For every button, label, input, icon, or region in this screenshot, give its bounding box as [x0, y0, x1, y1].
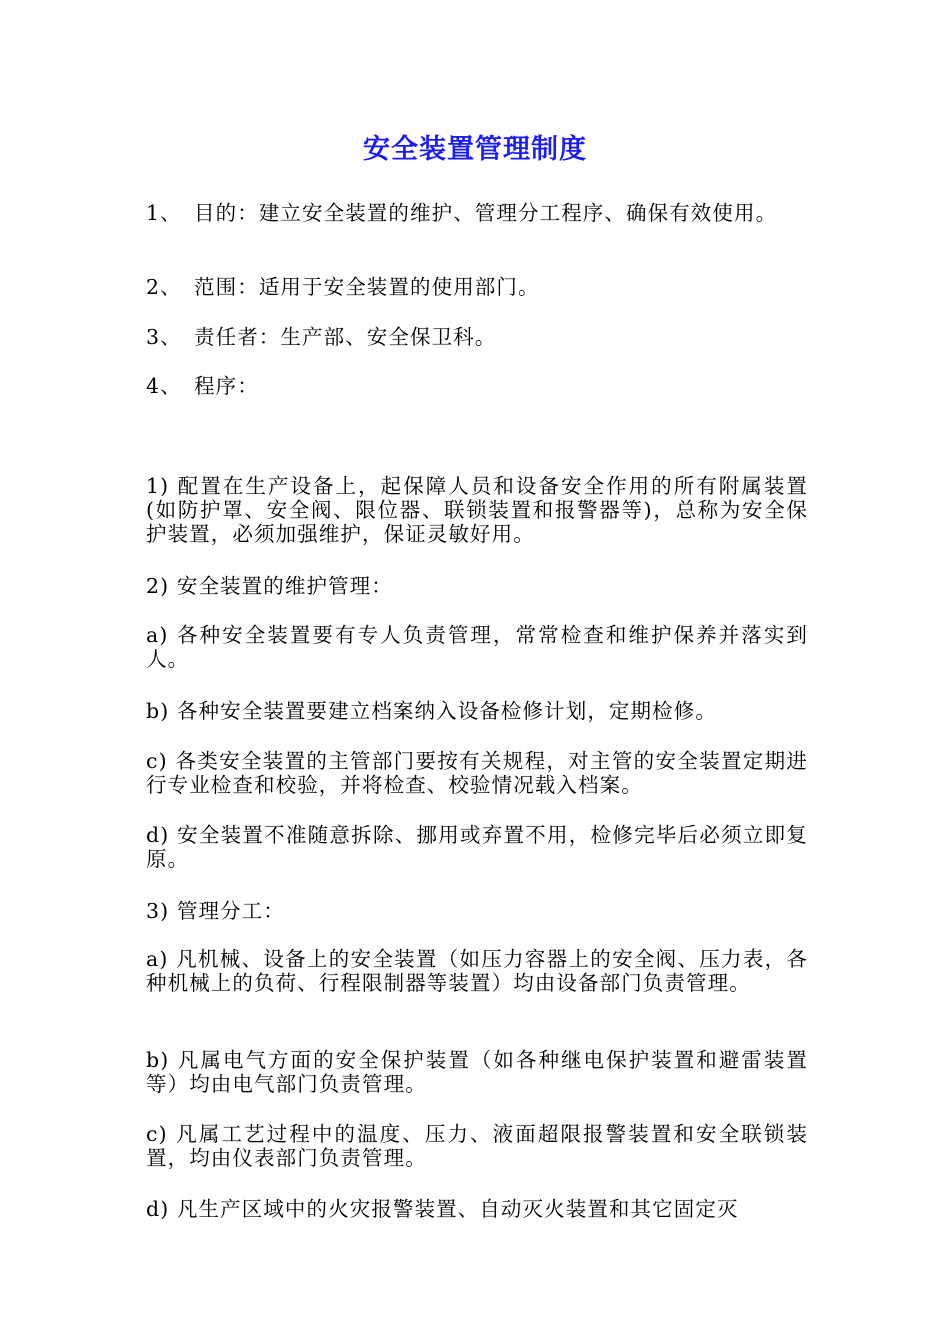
- section-procedure: [146, 374, 808, 398]
- section-number: 3、: [146, 325, 182, 349]
- section-purpose: [146, 201, 808, 225]
- section-number: 1、: [146, 201, 182, 225]
- paragraph-3b: b) 凡属电气方面的安全保护装置（如各种继电保护装置和避雷装置等）均由电气部门负责管理。: [146, 1048, 808, 1096]
- section-text: 程序：: [194, 374, 259, 398]
- section-text: 目的：建立安全装置的维护、管理分工程序、确保有效使用。: [194, 201, 778, 225]
- paragraph-3a: a) 凡机械、设备上的安全装置（如压力容器上的安全阀、压力表，各种机械上的负荷、行程限制器等装置）均由设备部门负责管理。: [146, 947, 808, 995]
- section-responsible: [146, 325, 808, 349]
- paragraph-3c: c) 凡属工艺过程中的温度、压力、液面超限报警装置和安全联锁装置，均由仪表部门负责管理。: [146, 1122, 808, 1170]
- document-title: 安全装置管理制度: [363, 134, 587, 165]
- paragraph-2d: d) 安全装置不准随意拆除、挪用或弃置不用，检修完毕后必须立即复原。: [146, 823, 808, 871]
- paragraph-2a: a) 各种安全装置要有专人负责管理，常常检查和维护保养并落实到人。: [146, 623, 808, 671]
- paragraph-2c: c) 各类安全装置的主管部门要按有关规程，对主管的安全装置定期进行专业检查和校验，并将检查、校验情况载入档案。: [146, 749, 808, 797]
- paragraph-3d: d) 凡生产区域中的火灾报警装置、自动灭火装置和其它固定灭: [146, 1197, 739, 1221]
- paragraph-2b: b) 各种安全装置要建立档案纳入设备检修计划，定期检修。: [146, 699, 717, 723]
- section-number: 2、: [146, 275, 182, 299]
- section-scope: [146, 275, 808, 299]
- section-text: 范围：适用于安全装置的使用部门。: [194, 275, 540, 299]
- section-number: 4、: [146, 374, 182, 398]
- section-text: 责任者：生产部、安全保卫科。: [194, 325, 497, 349]
- paragraph-3: 3) 管理分工：: [146, 899, 285, 923]
- paragraph-2: 2) 安全装置的维护管理：: [146, 574, 393, 598]
- paragraph-1: 1) 配置在生产设备上，起保障人员和设备安全作用的所有附属装置(如防护罩、安全阀、限位器、联锁装置和报警器等)，总称为安全保护装置，必须加强维护，保证灵敏好用。: [146, 474, 808, 546]
